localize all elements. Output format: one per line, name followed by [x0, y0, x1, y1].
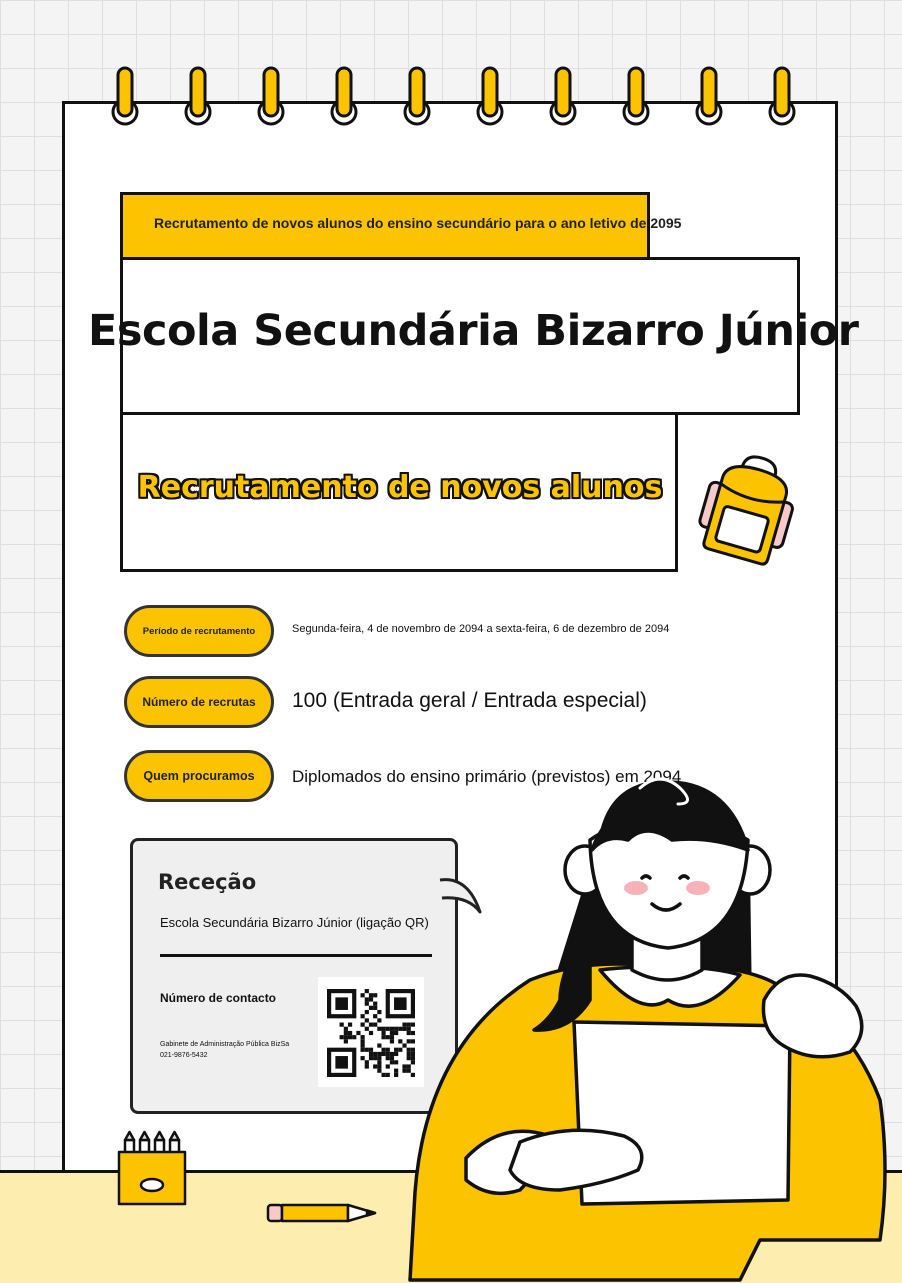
notebook-ring-icon: [183, 66, 213, 128]
notebook-ring-icon: [767, 66, 797, 128]
office-phone: 021-9876-5432: [160, 1052, 208, 1059]
who-we-seek-value: Diplomados do ensino primário (previstos) em 2094: [292, 767, 682, 786]
office-name: Gabinete de Administração Pública BizSa: [160, 1041, 290, 1048]
pill-number-of-recruits: Número de recrutas: [124, 676, 274, 728]
reception-school-link[interactable]: Escola Secundária Bizarro Júnior (ligação QR): [160, 915, 429, 930]
notebook-ring-icon: [548, 66, 578, 128]
notebook-ring-icon: [110, 66, 140, 128]
pencil-icon: [265, 1200, 381, 1226]
notebook-ring-icon: [329, 66, 359, 128]
backpack-icon: [692, 452, 802, 572]
reception-title: Receção: [158, 870, 257, 894]
recruitment-subtitle: Recrutamento de novos alunos: [137, 470, 663, 505]
number-of-recruits-value: 100 (Entrada geral / Entrada especial): [292, 689, 647, 712]
card-divider: [160, 954, 432, 957]
school-title: Escola Secundária Bizarro Júnior: [88, 306, 859, 356]
pill-who-we-seek: Quem procuramos: [124, 750, 274, 802]
notebook-ring-icon: [475, 66, 505, 128]
notebook-ring-icon: [621, 66, 651, 128]
pill-recruitment-period: Período de recrutamento: [124, 605, 274, 657]
qr-code-icon[interactable]: [318, 977, 424, 1087]
notebook-ring-icon: [256, 66, 286, 128]
notebook-ring-icon: [402, 66, 432, 128]
contact-label: Número de contacto: [160, 991, 277, 1005]
notebook-ring-icon: [694, 66, 724, 128]
crayon-box-icon: [114, 1130, 194, 1210]
tagline: Recrutamento de novos alunos do ensino secundário para o ano letivo de 2095: [154, 215, 682, 231]
student-illustration: [410, 770, 902, 1280]
recruitment-period-value: Segunda-feira, 4 de novembro de 2094 a sexta-feira, 6 de dezembro de 2094: [292, 623, 670, 635]
